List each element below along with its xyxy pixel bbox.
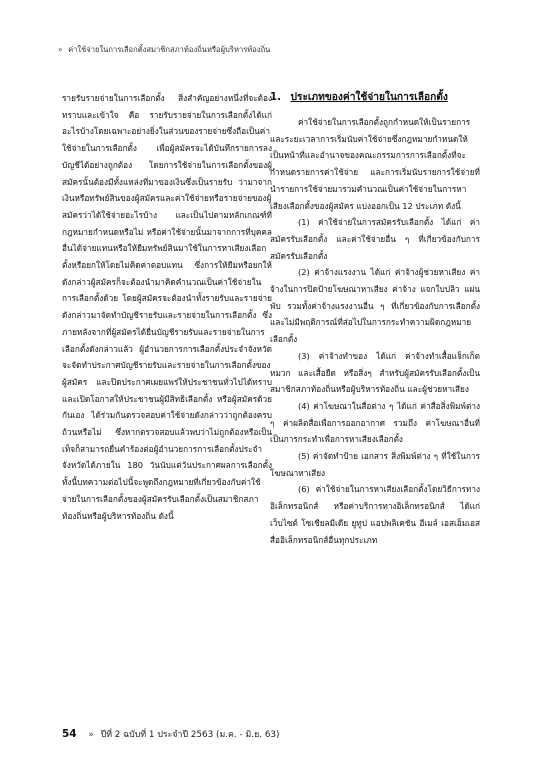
body-paragraph: รายรับรายจ่ายในการเลือกตั้ง สิ่งสำคัญอย่างหนึ่งที่จะต้องทราบและเข้าใจ คือ รายรับรายจ่ายในการเลือกตั้งได้แก่อะไรบ้างโดยเฉพาะอย่างยิ่งในส่วนของรายจ่ายซึ่งถือเป็นค่าใช้จ่ายในการเลือกตั้ง เพื่อผู้สมัครจะได้บันทึกรายการลงบัญชีได้อย่างถูกต้อง โดยการใช้จ่ายในการเลือกตั้งของผู้สมัครนั้นต้องมีทั้งแหล่งที่มาของเงินซึ่งเป็นรายรับ ว่ามาจากเงินหรือทรัพย์สินของผู้สมัครและค่าใช้จ่ายหรือรายจ่ายของผู้สมัครว่าได้ใช้จ่ายอะไรบ้าง และเป็นไปตามหลักเกณฑ์ที่กฎหมายกำหนดหรือไม่ หรือค่าใช้จ่ายนั้นมาจากการที่บุคคลอื่นได้จ่ายแทนหรือให้ยืมทรัพย์สินมาใช้ในการหาเสียงเลือกตั้งหรือยกให้โดยไม่คิดค่าตอบแทน ซึ่งการให้ยืมหรือยกให้ดังกล่าวผู้สมัครก็จะต้องนำมาคิดคำนวณเป็นค่าใช้จ่ายในการเลือกตั้งด้วย โดยผู้สมัครจะต้องนำทั้งรายรับและรายจ่ายดังกล่าวมาจัดทำบัญชีรายรับและรายจ่ายในการเลือกตั้ง ซึ่งภายหลังจากที่ผู้สมัครได้ยื่นบัญชีรายรับและรายจ่ายในการเลือกตั้งดังกล่าวแล้ว ผู้อำนวยการการเลือกตั้งประจำจังหวัดจะจัดทำประกาศบัญชีรายรับและรายจ่ายในการเลือกตั้งของผู้สมัคร และปิดประกาศเผยแพร่ให้ประชาชนทั่วไปได้ทราบ และเปิดโอกาสให้ประชาชนผู้มีสิทธิเลือกตั้ง หรือผู้สมัครด้วยกันเอง ได้ร่วมกันตรวจสอบค่าใช้จ่ายดังกล่าวว่าถูกต้องครบถ้วนหรือไม่ ซึ่งหากตรวจสอบแล้วพบว่าไม่ถูกต้องหรือเป็นเท็จก็สามารถยื่นคำร้องต่อผู้อำนวยการการเลือกตั้งประจำจังหวัดได้ภายใน 180 วันนับแต่วันประกาศผลการเลือกตั้ง ทั้งนี้บทความต่อไปนี้จะพูดถึงกฎหมายที่เกี่ยวข้องกับค่าใช้จ่ายในการเลือกตั้งของผู้สมัครรับเลือกตั้งเป็นสมาชิกสภาท้องถิ่นหรือผู้บริหารท้องถิ่น ดังนี้: [62, 93, 272, 521]
list-item: (6) ค่าใช้จ่ายในการหาเสียงเลือกตั้งโดยวิธีการทางอิเล็กทรอนิกส์ หรือค่าบริการทางอิเล็กทรอนิกส์ ได้แก่ เว็บไซต์ โซเชียลมีเดีย ยูทูป แอปพลิเคชัน อีเมล์ เอสเอ็มเอส สื่ออิเล็กทรอนิกส์อื่นทุกประเภท: [270, 484, 480, 545]
issue-info: ปีที่ 2 ฉบับที่ 1 ประจำปี 2563 (ม.ค. - มิ.ย. 63): [100, 730, 280, 740]
footer-arrow-icon: »: [88, 730, 94, 740]
list-item: (2) ค่าจ้างแรงงาน ได้แก่ ค่าจ้างผู้ช่วยหาเสียง ค่าจ้างในการปิดป้ายโฆษณาหาเสียง ค่าจ้าง แจกใบปลิว แผ่นพับ รวมทั้งค่าจ้างแรงงานอื่น ๆ ที่เกี่ยวข้องกับการเลือกตั้ง และไม่มีพฤติการณ์ที่ส่อไปในการกระทำความผิดกฎหมายเลือกตั้ง: [270, 267, 480, 345]
running-header: [58, 44, 503, 56]
section-number: 1.: [270, 92, 281, 103]
list-item: (1) ค่าใช้จ่ายในการสมัครรับเลือกตั้ง ได้แก่ ค่าสมัครรับเลือกตั้ง และค่าใช้จ่ายอื่น ๆ ที่เกี่ยวข้องกับการสมัครรับเลือกตั้ง: [270, 217, 480, 261]
section-title: ประเภทของค่าใช้จ่ายในการเลือกตั้ง: [290, 92, 448, 103]
section-heading: [270, 90, 480, 106]
right-column: [270, 90, 480, 548]
list-item: (5) ค่าจัดทำป้าย เอกสาร สิ่งพิมพ์ต่าง ๆ ที่ใช้ในการโฆษณาหาเสียง: [270, 451, 480, 478]
page-number: 54: [62, 728, 77, 740]
left-column: [62, 90, 272, 524]
header-title: ค่าใช้จ่ายในการเลือกตั้งสมาชิกสภาท้องถิ่นหรือผู้บริหารท้องถิ่น: [68, 45, 271, 54]
section-intro: ค่าใช้จ่ายในการเลือกตั้งถูกกำหนดให้เป็นรายการ และระยะเวลาการเริ่มนับค่าใช้จ่ายซึ่งกฎหมายกำหนดให้เป็นหน้าที่และอำนาจของคณะกรรมการการเลือกตั้งที่จะกำหนดรายการค่าใช้จ่าย และการเริ่มนับรายการใช้จ่ายที่นำรายการใช้จ่ายมารวมคำนวณเป็นค่าใช้จ่ายในการหาเสียงเลือกตั้งของผู้สมัคร แบ่งออกเป็น 12 ประเภท ดังนี้: [270, 117, 480, 211]
list-item: (4) ค่าโฆษณาในสื่อต่าง ๆ ได้แก่ ค่าสื่อสิ่งพิมพ์ต่าง ๆ ค่าผลิตสื่อเพื่อการออกอากาศ รวมถึง ค่าโฆษณาอื่นที่เป็นการกระทำเพื่อการหาเสียงเลือกตั้ง: [270, 400, 480, 445]
page-footer: [62, 727, 279, 741]
header-arrow-icon: »: [58, 45, 63, 54]
list-item: (3) ค่าจ้างทำของ ได้แก่ ค่าจ้างทำเสื้อแจ็กเก็ต หมวก และเสื้อยืด หรือสิ่งๆ สำหรับผู้สมัครรับเลือกตั้งเป็นสมาชิกสภาท้องถิ่นหรือผู้บริหารท้องถิ่น และผู้ช่วยหาเสียง: [270, 350, 480, 395]
